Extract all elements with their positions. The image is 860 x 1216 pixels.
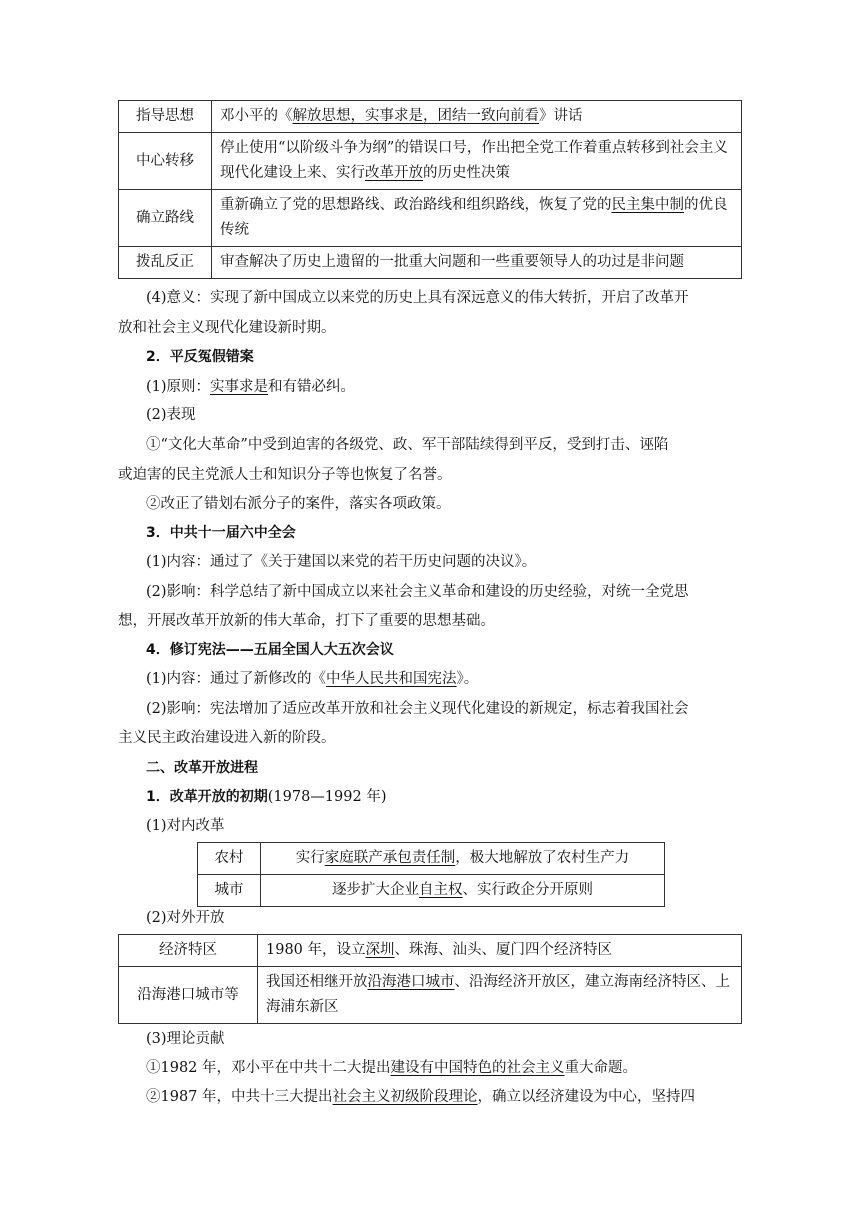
paragraph-impact-4a: (2)影响：宪法增加了适应改革开放和社会主义现代化建设的新规定，标志着我国社会 xyxy=(146,701,689,717)
paragraph-theory-1: ①1982 年，邓小平在中共十二大提出建设有中国特色的社会主义重大命题。 xyxy=(146,1060,638,1076)
paragraph-performance-1a: ①“文化大革命”中受到迫害的各级党、政、军干部陆续得到平反，受到打击、诬陷 xyxy=(146,437,669,453)
paragraph-theory-2: ②1987 年，中共十三大提出社会主义初级阶段理论，确立以经济建设为中心，坚持四 xyxy=(146,1089,696,1105)
row-label: 城市 xyxy=(198,875,261,907)
row-label: 拨乱反正 xyxy=(119,247,212,279)
row-label: 沿海港口城市等 xyxy=(119,967,258,1024)
paragraph-theory-label: (3)理论贡献 xyxy=(146,1031,225,1047)
section-heading-3: 3．中共十一届六中全会 xyxy=(146,525,296,541)
table-row xyxy=(119,247,742,279)
paragraph-opening-up: (2)对外开放 xyxy=(146,910,225,926)
opening-up-table xyxy=(118,934,742,1024)
paragraph-significance-1: (4)意义：实现了新中国成立以来党的历史上具有深远意义的伟大转折，开启了改革开 xyxy=(146,290,689,306)
paragraph-significance-2: 放和社会主义现代化建设新时期。 xyxy=(118,320,336,336)
paragraph-impact-3b: 想，开展改革开放新的伟大革命，打下了重要的思想基础。 xyxy=(118,613,495,629)
paragraph-performance-1b: 或迫害的民主党派人士和知识分子等也恢复了名誉。 xyxy=(118,467,452,483)
table-row xyxy=(119,190,742,247)
row-value: 停止使用“以阶级斗争为纲”的错误口号，作出把全党工作着重点转移到社会主义现代化建设上来、实行改革开放的历史性决策 xyxy=(212,133,742,190)
section-heading-early: 1．改革开放的初期(1978—1992 年) xyxy=(146,789,387,805)
table-row xyxy=(119,101,742,133)
ideology-table xyxy=(118,100,742,279)
row-value: 逐步扩大企业自主权、实行政企分开原则 xyxy=(261,875,665,907)
table-row xyxy=(198,875,665,907)
row-value: 重新确立了党的思想路线、政治路线和组织路线，恢复了党的民主集中制的优良传统 xyxy=(212,190,742,247)
paragraph-impact-3a: (2)影响：科学总结了新中国成立以来社会主义革命和建设的历史经验，对统一全党思 xyxy=(146,584,689,600)
row-label: 确立路线 xyxy=(119,190,212,247)
section-heading-reform: 二、改革开放进程 xyxy=(146,760,258,776)
table-row xyxy=(119,935,742,967)
row-label: 经济特区 xyxy=(119,935,258,967)
paragraph-performance-label: (2)表现 xyxy=(146,407,196,423)
table-row xyxy=(198,843,665,875)
paragraph-principle: (1)原则：实事求是和有错必纠。 xyxy=(146,379,356,395)
domestic-reform-table xyxy=(197,842,665,907)
row-value: 实行家庭联产承包责任制，极大地解放了农村生产力 xyxy=(261,843,665,875)
row-value: 我国还相继开放沿海港口城市、沿海经济开放区，建立海南经济特区、上海浦东新区 xyxy=(258,967,742,1024)
row-label: 中心转移 xyxy=(119,133,212,190)
row-value: 审查解决了历史上遗留的一批重大问题和一些重要领导人的功过是非问题 xyxy=(212,247,742,279)
paragraph-performance-2: ②改正了错划右派分子的案件，落实各项政策。 xyxy=(146,496,451,512)
paragraph-content-3: (1)内容：通过了《关于建国以来党的若干历史问题的决议》。 xyxy=(146,554,537,570)
row-value: 邓小平的《解放思想，实事求是，团结一致向前看》讲话 xyxy=(212,101,742,133)
paragraph-content-4: (1)内容：通过了新修改的《中华人民共和国宪法》。 xyxy=(146,671,479,687)
table-row xyxy=(119,967,742,1024)
row-label: 指导思想 xyxy=(119,101,212,133)
table-row xyxy=(119,133,742,190)
section-heading-2: 2．平反冤假错案 xyxy=(146,349,254,365)
row-label: 农村 xyxy=(198,843,261,875)
paragraph-domestic-reform: (1)对内改革 xyxy=(146,818,225,834)
section-heading-4: 4．修订宪法——五届全国人大五次会议 xyxy=(146,642,394,658)
row-value: 1980 年，设立深圳、珠海、汕头、厦门四个经济特区 xyxy=(258,935,742,967)
paragraph-impact-4b: 主义民主政治建设进入新的阶段。 xyxy=(118,730,336,746)
